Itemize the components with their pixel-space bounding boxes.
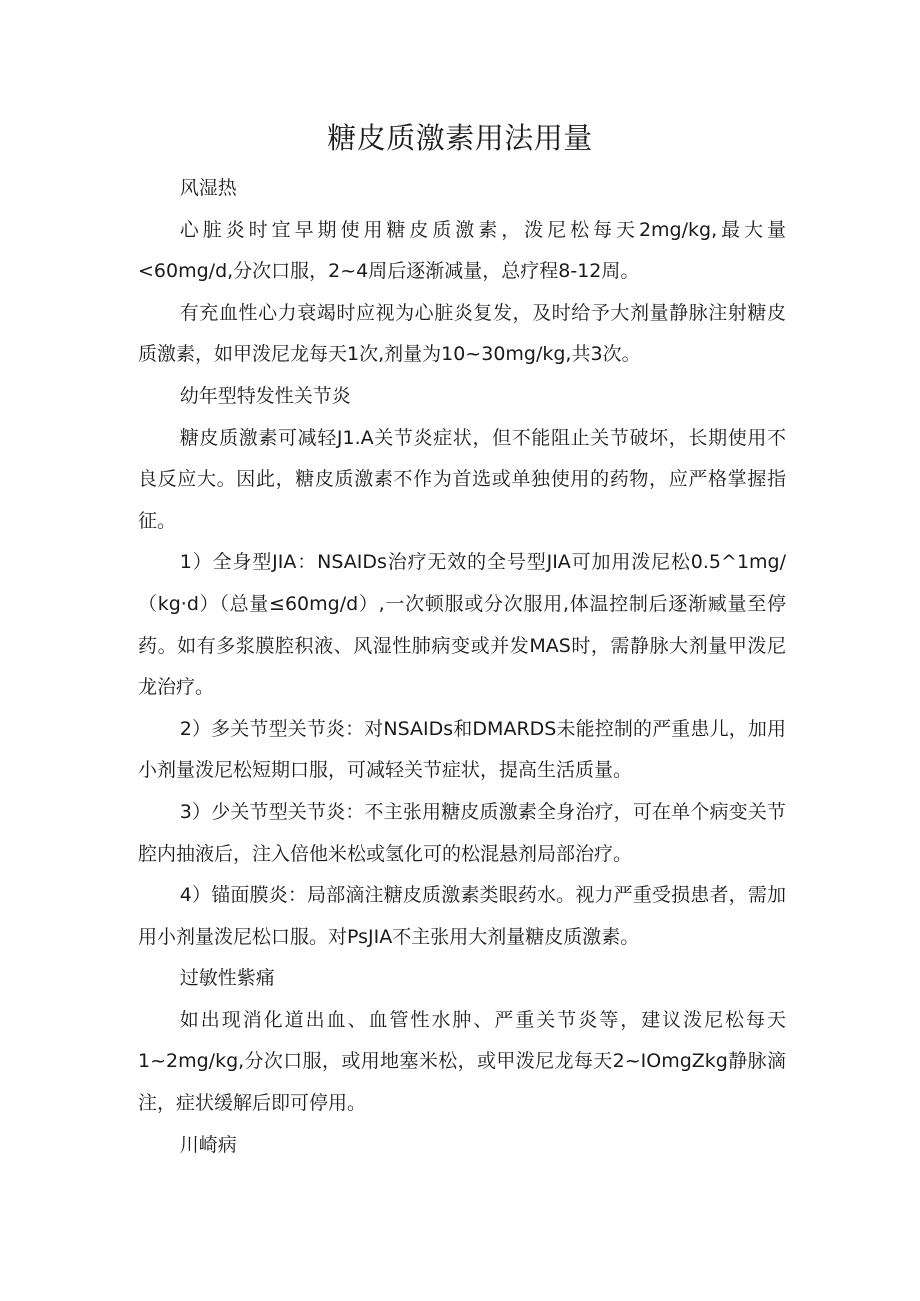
paragraph-oligoarticular: 3）少关节型关节炎：不主张用糖皮质激素全身治疗，可在单个病变关节腔内抽液后，注入倍他米松或氢化可的松混悬剂局部治疗。 xyxy=(138,800,786,865)
document-title: 糖皮质激素用法用量 xyxy=(327,121,593,155)
section-heading-rheumatic-fever: 风湿热 xyxy=(179,177,237,199)
document-body xyxy=(138,168,786,1166)
paragraph-heart-failure-dosage: 有充血性心力衰竭时应视为心脏炎复发，及时给予大剂量静脉注射糖皮质激素，如甲泼尼龙每天1次,剂量为10~30mg/kg,共3次。 xyxy=(138,301,786,366)
paragraph-jia-overview: 糖皮质激素可减轻J1.A关节炎症状，但不能阻止关节破坏，长期使用不良反应大。因此，糖皮质激素不作为首选或单独使用的药物，应严格掌握指征。 xyxy=(138,426,786,532)
section-heading-purpura: 过敏性紫痛 xyxy=(179,967,275,990)
paragraph-uveitis: 4）锚面膜炎：局部滴注糖皮质激素类眼药水。视力严重受损患者，需加用小剂量泼尼松口服。对PsJIA不主张用大剂量糖皮质激素。 xyxy=(138,884,786,948)
section-heading-jia: 幼年型特发性关节炎 xyxy=(179,384,351,407)
paragraph-purpura-dosage: 如出现消化道出血、血管性水肿、严重关节炎等，建议泼尼松每天1~2mg/kg,分次口服，或用地塞米松，或甲泼尼龙每天2~IOmgZkg静脉滴注，症状缓解后即可停用。 xyxy=(138,1008,786,1115)
section-heading-kawasaki: 川崎病 xyxy=(179,1133,237,1156)
paragraph-systemic-jia: 1）全身型JIA：NSAIDs治疗无效的全号型JIA可加用泼尼松0.5^1mg/（kg·d）（总量≤60mg/d）,一次顿服或分次服用,体温控制后逐渐臧量至停药。如有多浆膜腔积液、风湿性肺病变或并发MAS时，需静脉大剂量甲泼尼龙治疗。 xyxy=(138,551,786,699)
paragraph-polyarticular: 2）多关节型关节炎：对NSAIDs和DMARDS未能控制的严重患儿，加用小剂量泼尼松短期口服，可减轻关节症状，提高生活质量。 xyxy=(138,717,786,782)
paragraph-carditis-dosage: 心脏炎时宜早期使用糖皮质激素，泼尼松每天2mg/kg,最大量<60mg/d,分次口服，2~4周后逐渐减量，总疗程8-12周。 xyxy=(138,218,786,283)
